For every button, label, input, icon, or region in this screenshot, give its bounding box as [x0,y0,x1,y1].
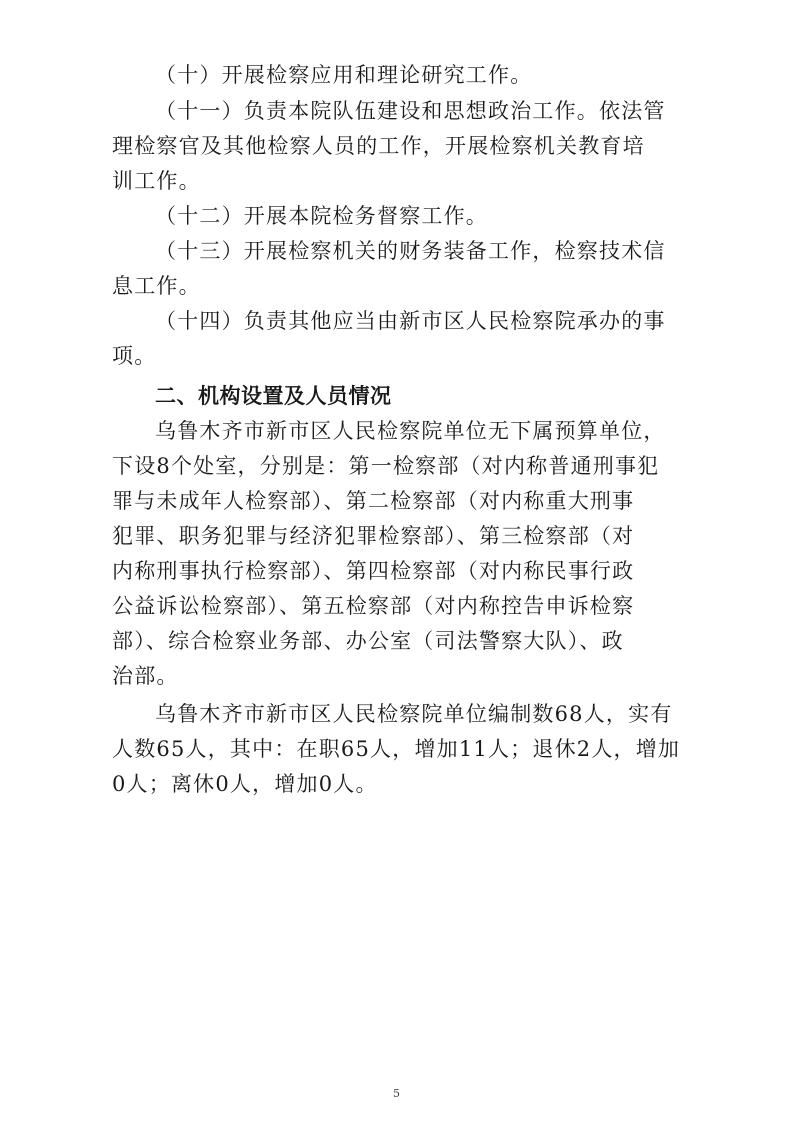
paragraph-item-14-line-1: （十四）负责其他应当由新市区人民检察院承办的事 [155,309,666,333]
paragraph-item-11-line-3: 训工作。 [112,169,201,193]
org-paragraph-line-4: 犯罪、职务犯罪与经济犯罪检察部）、第三检察部（对 [112,524,635,548]
paragraph-item-12: （十二）开展本院检务督察工作。 [155,204,488,228]
paragraph-item-13-line-1: （十三）开展检察机关的财务装备工作，检察技术信 [155,239,666,263]
staff-paragraph-line-2: 人数65人，其中：在职65人，增加11人；退休2人，增加 [112,737,681,761]
paragraph-item-13-line-2: 息工作。 [112,274,201,298]
org-paragraph-line-1: 乌鲁木齐市新市区人民检察院单位无下属预算单位， [155,419,666,443]
org-paragraph-line-3: 罪与未成年人检察部）、第二检察部（对内称重大刑事 [112,489,635,513]
staff-paragraph-line-1: 乌鲁木齐市新市区人民检察院单位编制数68人，实有 [155,702,673,726]
paragraph-item-10: （十）开展检察应用和理论研究工作。 [155,63,533,87]
org-paragraph-line-7: 部）、综合检察业务部、办公室（司法警察大队）、政 [112,629,624,653]
staff-paragraph-line-3: 0人；离休0人，增加0人。 [112,772,378,796]
paragraph-item-11-line-2: 理检察官及其他检察人员的工作，开展检察机关教育培 [112,134,645,158]
org-paragraph-line-6: 公益诉讼检察部）、第五检察部（对内称控告申诉检察 [112,594,635,618]
page-number: 5 [393,1087,400,1100]
section-heading: 二、机构设置及人员情况 [155,384,392,408]
paragraph-item-14-line-2: 项。 [112,344,157,368]
org-paragraph-line-5: 内称刑事执行检察部）、第四检察部（对内称民事行政 [112,559,635,583]
paragraph-item-11-line-1: （十一）负责本院队伍建设和思想政治工作。依法管 [155,99,666,123]
org-paragraph-line-2: 下设8个处室，分别是：第一检察部（对内称普通刑事犯 [112,454,660,478]
org-paragraph-line-8: 治部。 [112,664,179,688]
